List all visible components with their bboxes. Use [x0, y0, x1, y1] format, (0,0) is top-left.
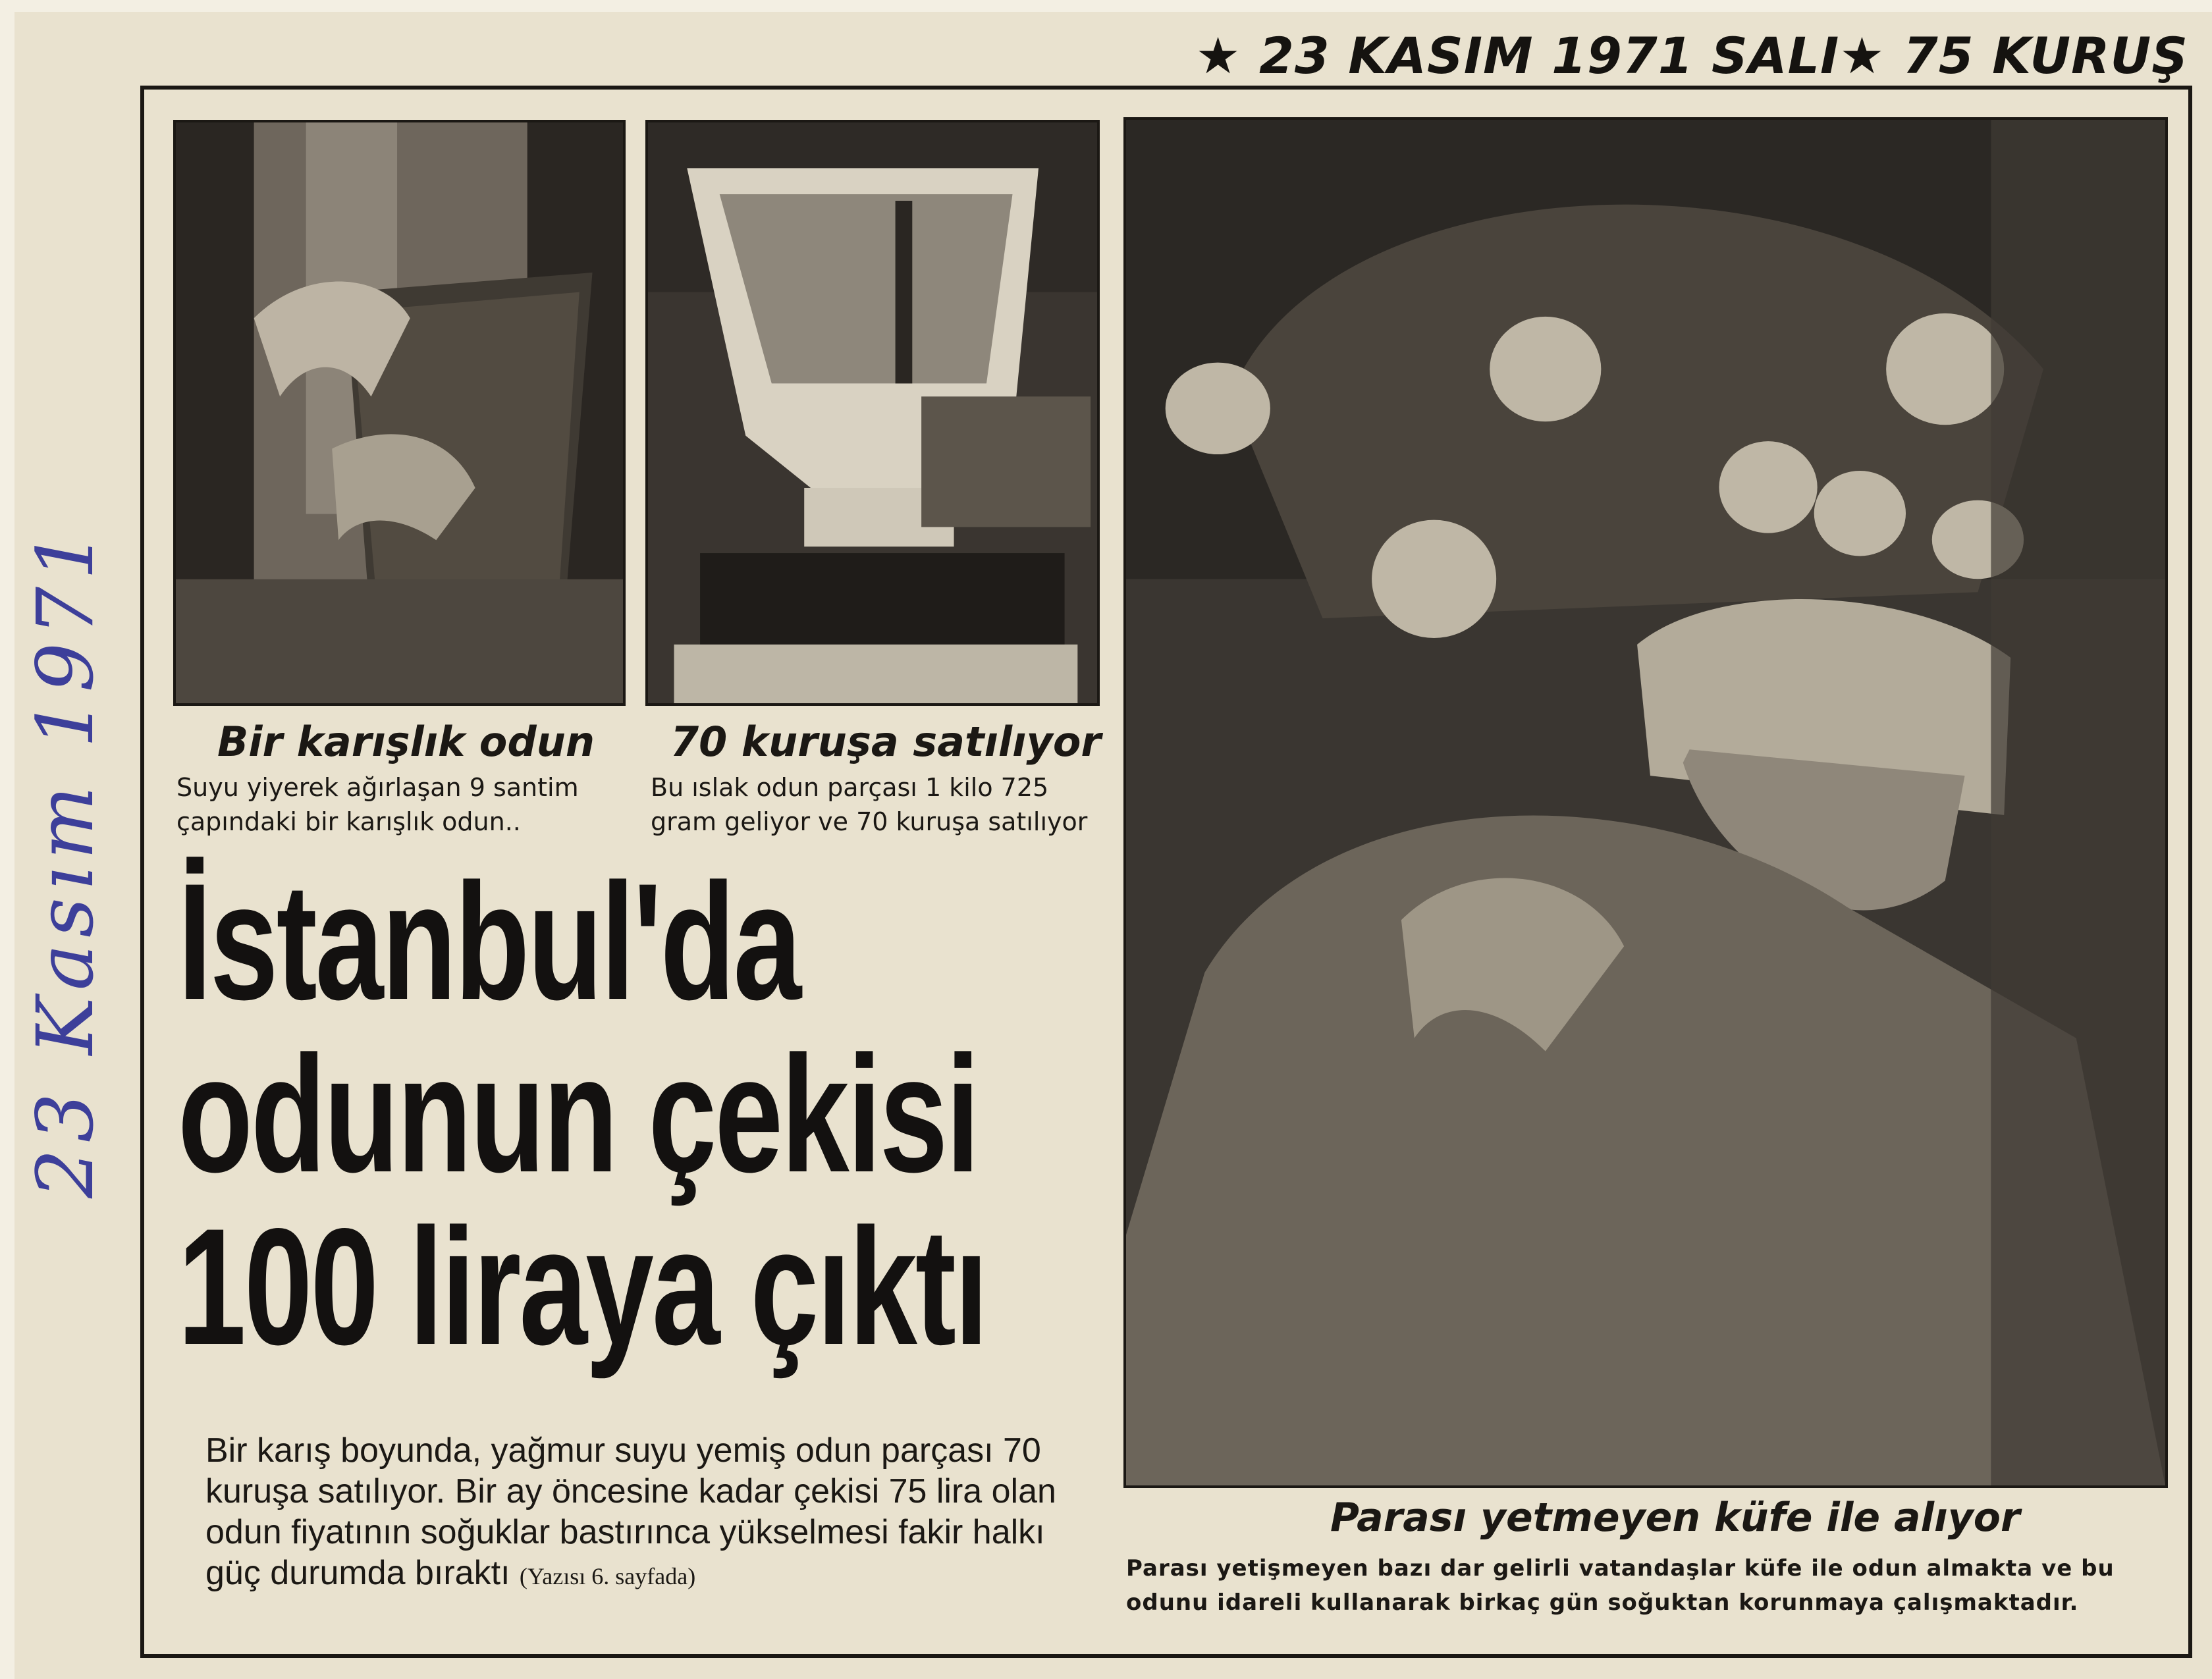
lead-text: Bir karış boyunda, yağmur suyu yemiş odun parçası 70 kuruşa satılıyor. Bir ay öncesine kadar çekisi 75 lira olan odun fiyatının soğuklar bastırınca yükselmesi fakir halkı güç durumda bıraktı [205, 1431, 1056, 1592]
caption-title-middle: 70 kuruşa satılıyor [670, 718, 1101, 766]
caption-title-left: Bir karışlık odun [217, 718, 595, 766]
clipping-edge-top [0, 0, 2212, 12]
headline [178, 849, 986, 1379]
photo-man-with-wood-basket [1123, 117, 2168, 1488]
dateline: ★ 23 KASIM 1971 SALI★ 75 KURUŞ [1195, 26, 2188, 85]
hand-wood-illustration [176, 122, 623, 703]
scale-illustration [648, 122, 1097, 703]
photo-scale-with-wood [645, 120, 1100, 706]
caption-body-middle: Bu ıslak odun parçası 1 kilo 725 gram geliyor ve 70 kuruşa satılıyor [651, 773, 1088, 836]
caption-title-right: Parası yetmeyen küfe ile alıyor [1330, 1495, 2020, 1541]
caption-body-right: Parası yetişmeyen bazı dar gelirli vatandaşlar küfe ile odun almakta ve bu odunu idareli kullanarak birkaç gün soğuktan korunmaya çalışmaktadır. [1126, 1555, 2115, 1616]
lead-paragraph [205, 1430, 1101, 1597]
caption-body-left: Suyu yiyerek ağırlaşan 9 santim çapındaki bir karışlık odun.. [176, 773, 579, 836]
photo-hand-with-wood [173, 120, 626, 706]
headline-line-3: 100 liraya çıktı [178, 1194, 986, 1379]
handwritten-date-note: 23 Kasım 1971 [20, 523, 111, 1198]
man-basket-illustration [1126, 120, 2165, 1485]
headline-line-1: İstanbul'da [178, 849, 800, 1034]
headline-line-2: odunun çekisi [178, 1022, 979, 1207]
lead-page-reference: (Yazısı 6. sayfada) [519, 1563, 696, 1589]
clipping-edge-left [0, 0, 14, 1679]
